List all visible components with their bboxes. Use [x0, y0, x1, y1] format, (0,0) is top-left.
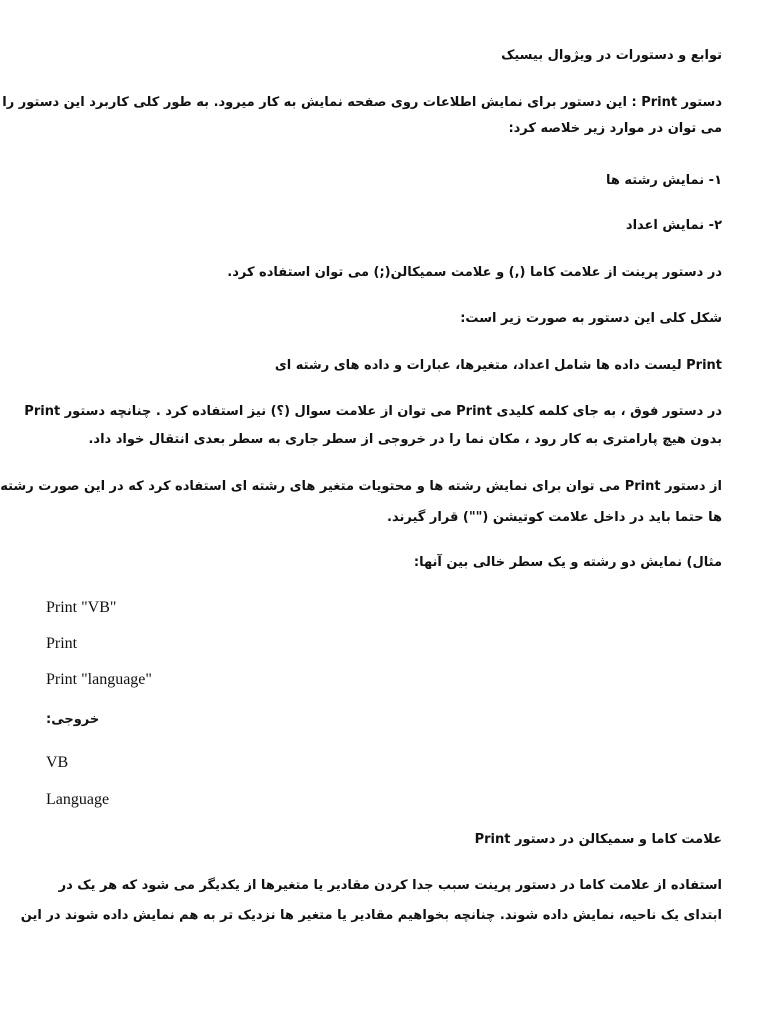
intro-paragraph-line-1: دستور Print : این دستور برای نمایش اطلاعات روی صفحه نمایش به کار میرود. به طور کلی کاربرد این دستور را [2, 95, 722, 110]
document-title: توابع و دستورات در ویژوال بیسیک [501, 48, 722, 63]
question-mark-paragraph-line-2: بدون هیچ پارامتری به کار رود ، مکان نما را در خروجی از سطر جاری به سطر بعدی انتقال خواد داد. [88, 432, 722, 447]
comma-paragraph-line-2: ابتدای یک ناحیه، نمایش داده شوند. چنانچه بخواهیم مقادیر یا متغیر ها نزدیک تر به هم نمایش داده شوند در این [20, 908, 722, 923]
strings-paragraph-line-2: ها حتما باید در داخل علامت کوتیشن ("") قرار گیرند. [387, 510, 722, 525]
intro-paragraph-line-2: می توان در موارد زیر خلاصه کرد: [508, 121, 722, 136]
general-form-syntax: Print لیست داده ها شامل اعداد، متغیرها، عبارات و داده های رشته ای [274, 358, 722, 373]
question-mark-paragraph-line-1: در دستور فوق ، به جای کلمه کلیدی Print می توان از علامت سوال (؟) نیز استفاده کرد . چنانچه دستور Print [24, 404, 722, 419]
output-line: Language [46, 791, 110, 808]
code-line: Print "language" [46, 671, 152, 688]
separators-paragraph: در دستور پرینت از علامت کاما (,) و علامت سمیکالن(;) می توان استفاده کرد. [227, 265, 722, 280]
strings-paragraph-line-1: از دستور Print می توان برای نمایش رشته ها و محتویات متغیر های رشته ای استفاده کرد که در این صورت رشته [0, 479, 722, 494]
comma-paragraph-line-1: استفاده از علامت کاما در دستور پرینت سبب جدا کردن مقادیر یا متغیرها از یکدیگر می شود که هر یک در [58, 878, 722, 893]
output-heading: :خروجی [46, 712, 100, 727]
list-item: ۱- نمایش رشته ها [606, 173, 722, 188]
example-heading: مثال) نمایش دو رشته و یک سطر خالی بین آنها: [413, 555, 722, 570]
code-line: Print [46, 635, 78, 652]
general-form-heading: شکل کلی این دستور به صورت زیر است: [460, 311, 722, 326]
comma-semicolon-heading: علامت کاما و سمیکالن در دستور Print [474, 832, 722, 847]
list-item: ۲- نمایش اعداد [625, 218, 722, 233]
code-line: Print "VB" [46, 599, 117, 616]
output-line: VB [46, 754, 69, 771]
